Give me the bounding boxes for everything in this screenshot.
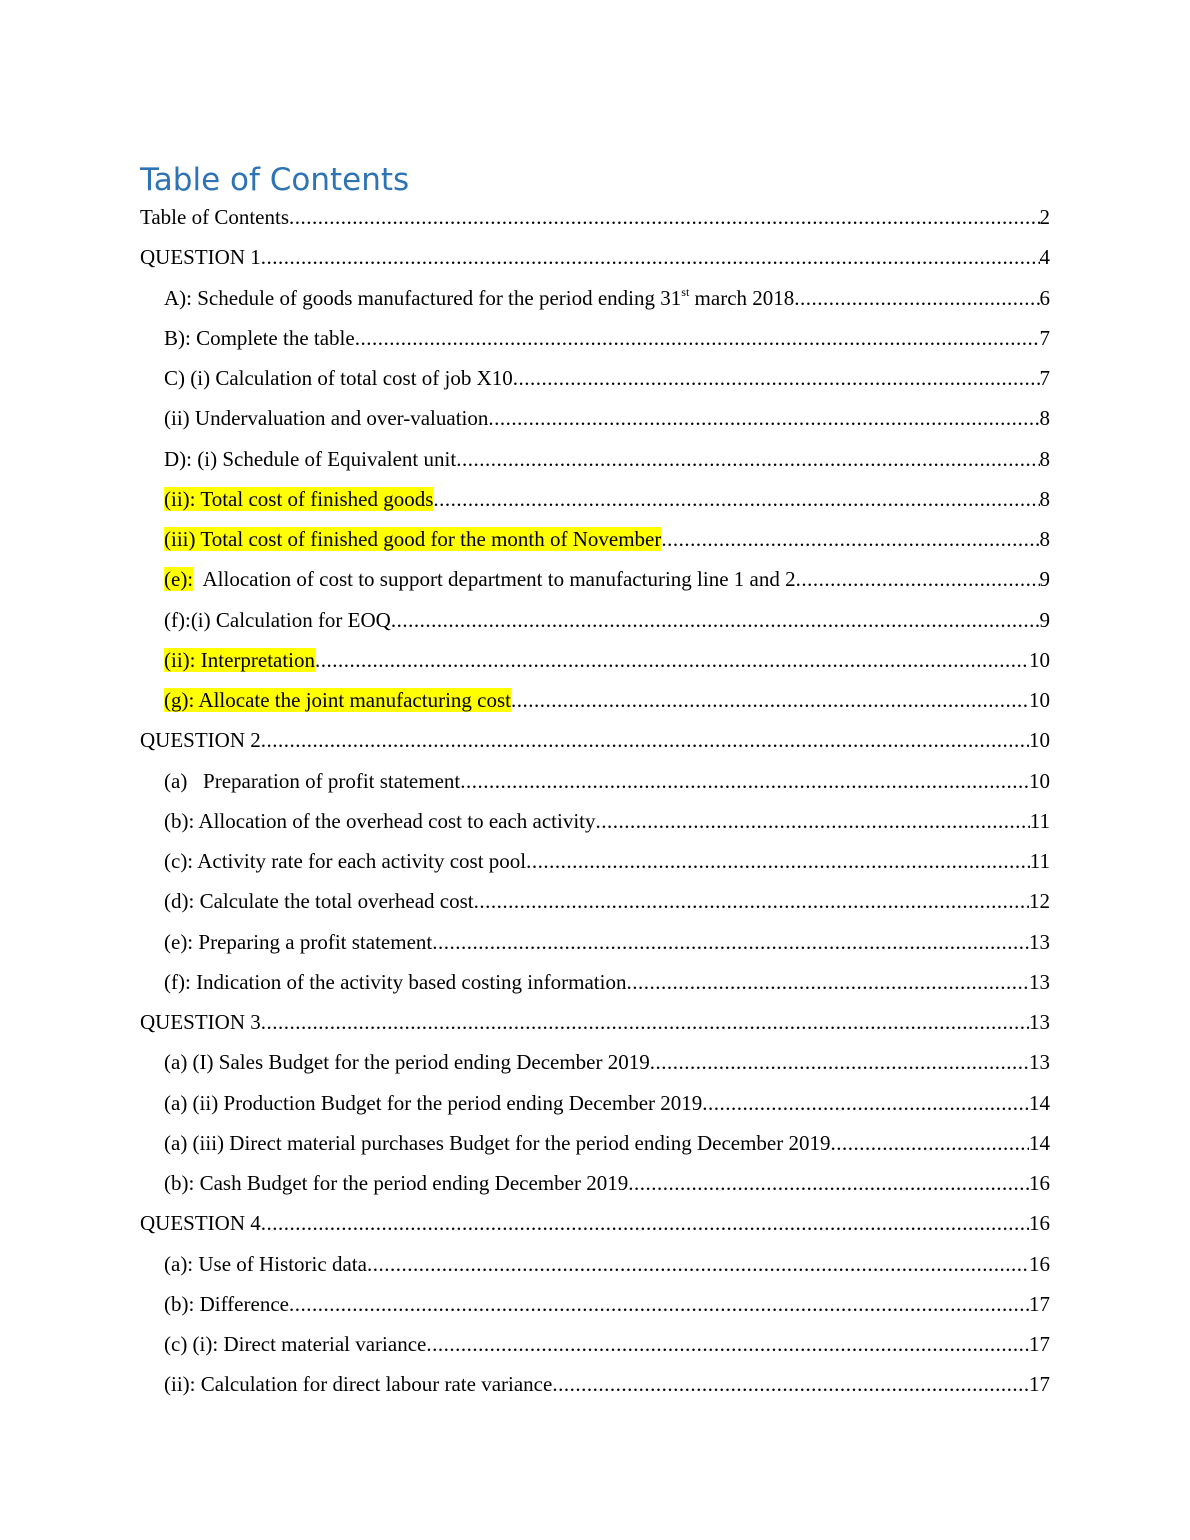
- toc-entry[interactable]: [140, 1324, 1050, 1364]
- toc-entry-text: D): (i) Schedule of Equivalent unit: [164, 446, 457, 471]
- toc-entry-title: [164, 761, 460, 801]
- toc-page-number: 13: [1029, 969, 1050, 994]
- dot-leader: [456, 439, 1039, 479]
- dot-leader: [355, 318, 1040, 358]
- highlighted-text: (g): Allocate the joint manufacturing cost: [164, 688, 511, 712]
- dot-leader: [261, 720, 1029, 760]
- toc-entry-title: [164, 1284, 289, 1324]
- toc-entry-title: [164, 1083, 702, 1123]
- toc-entry-title: [164, 640, 315, 680]
- dot-leader: [626, 962, 1029, 1002]
- toc-entry-text: B): Complete the table: [164, 325, 355, 350]
- toc-entry-text: (b): Cash Budget for the period ending December 2019: [164, 1171, 629, 1195]
- toc-entry-text: (f):(i) Calculation for EOQ: [164, 607, 391, 632]
- toc-page-number: 13: [1029, 1010, 1050, 1034]
- dot-leader: [794, 278, 1039, 318]
- dot-leader: [261, 1203, 1029, 1243]
- toc-page-number: 6: [1039, 285, 1050, 310]
- toc-page-number: 10: [1029, 647, 1050, 672]
- toc-entry[interactable]: [140, 237, 1050, 277]
- toc-entry-text: C) (i) Calculation of total cost of job X10: [164, 366, 513, 390]
- toc-entry-title: [164, 559, 796, 599]
- dot-leader: [433, 479, 1039, 519]
- toc-entry-title: [164, 962, 626, 1002]
- toc-entry[interactable]: [140, 962, 1050, 1002]
- toc-entry-title: [164, 439, 456, 479]
- toc-entry-title: [164, 1042, 650, 1082]
- highlighted-text: (ii): Total cost of finished goods: [164, 486, 434, 511]
- dot-leader: [596, 801, 1030, 841]
- toc-entry-text: (a) (ii) Production Budget for the period ending December 2019: [164, 1090, 703, 1115]
- toc-entry-title: [164, 881, 474, 921]
- toc-entry-title: [164, 1364, 552, 1404]
- toc-entry-text: (a): Use of Historic data: [164, 1251, 367, 1276]
- toc-page-number: 8: [1039, 406, 1050, 431]
- toc-page-number: 10: [1029, 728, 1050, 753]
- toc-entry[interactable]: [140, 1163, 1050, 1203]
- toc-entry[interactable]: [140, 439, 1050, 479]
- toc-page-number: 16: [1029, 1251, 1050, 1276]
- toc-entry[interactable]: [140, 1244, 1050, 1284]
- dot-leader: [661, 519, 1039, 559]
- toc-entry-title: [164, 519, 661, 559]
- toc-entry[interactable]: [140, 1123, 1050, 1163]
- toc-page-number: 10: [1029, 768, 1050, 793]
- toc-page-number: 9: [1039, 567, 1050, 592]
- toc-entry-text: QUESTION 2: [140, 728, 261, 753]
- toc-entry-title: [140, 720, 261, 760]
- toc-entry-title: [164, 600, 391, 640]
- toc-entry[interactable]: [140, 801, 1050, 841]
- dot-leader: [488, 398, 1039, 438]
- toc-entry[interactable]: [140, 318, 1050, 358]
- toc-entry-title: [164, 479, 433, 519]
- toc-page-number: 14: [1029, 1090, 1050, 1115]
- toc-entry[interactable]: [140, 881, 1050, 921]
- toc-entry-text: QUESTION 3: [140, 1010, 261, 1034]
- toc-page-number: 8: [1039, 527, 1050, 551]
- toc-page-number: 14: [1029, 1130, 1050, 1155]
- toc-page-number: 11: [1029, 808, 1050, 833]
- dot-leader: [511, 680, 1029, 720]
- dot-leader: [261, 237, 1040, 277]
- toc-entry[interactable]: [140, 1284, 1050, 1324]
- toc-page-number: 9: [1039, 607, 1050, 632]
- toc-entry[interactable]: [140, 559, 1050, 599]
- toc-page-number: 7: [1039, 366, 1050, 390]
- toc-heading: Table of Contents: [140, 162, 410, 198]
- toc-entry-title: [140, 197, 289, 237]
- toc-entry[interactable]: [140, 720, 1050, 760]
- toc-page-number: 4: [1039, 245, 1050, 270]
- toc-page-number: 17: [1029, 1372, 1050, 1397]
- toc-entry-title: [164, 680, 511, 720]
- toc-entry-title: [164, 1324, 426, 1364]
- dot-leader: [796, 559, 1040, 599]
- toc-entry[interactable]: [140, 479, 1050, 519]
- toc-page-number: 12: [1029, 889, 1050, 914]
- toc-page-number: 7: [1039, 325, 1050, 350]
- dot-leader: [432, 922, 1029, 962]
- toc-entry-text: (e): Preparing a profit statement: [164, 929, 433, 954]
- toc-page-number: 16: [1029, 1211, 1050, 1236]
- toc-entry[interactable]: [140, 841, 1050, 881]
- toc-entry[interactable]: [140, 1083, 1050, 1123]
- toc-entry[interactable]: [140, 761, 1050, 801]
- toc-entry-text: (b): Allocation of the overhead cost to each activity: [164, 808, 596, 833]
- dot-leader: [831, 1123, 1030, 1163]
- dot-leader: [526, 841, 1030, 881]
- toc-entry-text: QUESTION 4: [140, 1211, 261, 1236]
- toc-entry-title: [164, 398, 488, 438]
- dot-leader: [426, 1324, 1029, 1364]
- dot-leader: [289, 197, 1040, 237]
- toc-entry[interactable]: [140, 600, 1050, 640]
- toc-entry-title: [140, 237, 261, 277]
- toc-entry-text-after: march 2018: [689, 285, 795, 310]
- toc-entry[interactable]: [140, 640, 1050, 680]
- dot-leader: [702, 1083, 1029, 1123]
- toc-entry-text: Table of Contents: [140, 205, 289, 229]
- toc-entry[interactable]: [140, 358, 1050, 398]
- toc-entry-text: (b): Difference: [164, 1291, 289, 1316]
- toc-page-number: 11: [1029, 849, 1050, 873]
- toc-page-number: 8: [1039, 446, 1050, 471]
- toc-entry-title: [164, 1123, 831, 1163]
- toc-entry[interactable]: [140, 922, 1050, 962]
- toc-entry-text: (f): Indication of the activity based costing information: [164, 969, 627, 994]
- toc-entry-title: [164, 922, 432, 962]
- toc-page-number: 8: [1039, 486, 1050, 511]
- toc-entry-text: A): Schedule of goods manufactured for the period ending 31: [164, 285, 682, 310]
- toc-entry[interactable]: [140, 1364, 1050, 1404]
- dot-leader: [261, 1002, 1029, 1042]
- highlighted-text: (ii): Interpretation: [164, 647, 316, 672]
- toc-page-number: 13: [1029, 929, 1050, 954]
- toc-entry-title: [164, 1244, 367, 1284]
- toc-entry-title: [164, 278, 794, 318]
- toc-page-number: 2: [1039, 205, 1050, 229]
- toc-page-number: 17: [1029, 1332, 1050, 1356]
- dot-leader: [289, 1284, 1029, 1324]
- toc-entry-title: [164, 1163, 628, 1203]
- toc-entry-text: QUESTION 1: [140, 245, 261, 270]
- toc-entry[interactable]: [140, 1203, 1050, 1243]
- dot-leader: [367, 1244, 1029, 1284]
- toc-entry-title: [164, 801, 596, 841]
- toc-entry-title: [164, 358, 513, 398]
- toc-entry[interactable]: [140, 680, 1050, 720]
- toc-entry-text: (a) (iii) Direct material purchases Budget for the period ending December 2019: [164, 1130, 831, 1155]
- toc-page-number: 13: [1029, 1050, 1050, 1075]
- toc-entry-title: [164, 318, 355, 358]
- toc-entry-text: (ii) Undervaluation and over-valuation: [164, 406, 489, 431]
- dot-leader: [474, 881, 1029, 921]
- dot-leader: [552, 1364, 1029, 1404]
- toc-page-number: 17: [1029, 1291, 1050, 1316]
- toc-entry-title: [140, 1203, 261, 1243]
- toc-entry-text: (c): Activity rate for each activity cost pool: [164, 849, 527, 873]
- toc-entry[interactable]: [140, 519, 1050, 559]
- toc-entry[interactable]: [140, 1002, 1050, 1042]
- toc-entry-text: (ii): Calculation for direct labour rate variance: [164, 1372, 553, 1397]
- toc-page-number: 16: [1029, 1171, 1050, 1195]
- superscript: st: [681, 284, 690, 299]
- toc-entry-text: (a) (I) Sales Budget for the period ending December 2019: [164, 1050, 650, 1075]
- toc-entry[interactable]: [140, 278, 1050, 318]
- toc-entry-text: (c) (i): Direct material variance: [164, 1332, 427, 1356]
- toc-page-number: 10: [1029, 688, 1050, 712]
- toc-entry[interactable]: [140, 197, 1050, 237]
- highlighted-text: (e):: [164, 567, 194, 592]
- dot-leader: [315, 640, 1029, 680]
- toc-entry-text: (d): Calculate the total overhead cost: [164, 889, 474, 914]
- toc-list: [140, 197, 1050, 1405]
- dot-leader: [650, 1042, 1029, 1082]
- dot-leader: [513, 358, 1040, 398]
- dot-leader: [628, 1163, 1029, 1203]
- toc-entry-text: Allocation of cost to support department to manufacturing line 1 and 2: [193, 567, 796, 592]
- dot-leader: [391, 600, 1040, 640]
- toc-entry[interactable]: [140, 1042, 1050, 1082]
- toc-entry-text: (a) Preparation of profit statement: [164, 768, 461, 793]
- toc-entry-title: [164, 841, 526, 881]
- toc-entry[interactable]: [140, 398, 1050, 438]
- dot-leader: [460, 761, 1029, 801]
- highlighted-text: (iii) Total cost of finished good for the month of November: [164, 527, 662, 551]
- toc-entry-title: [140, 1002, 261, 1042]
